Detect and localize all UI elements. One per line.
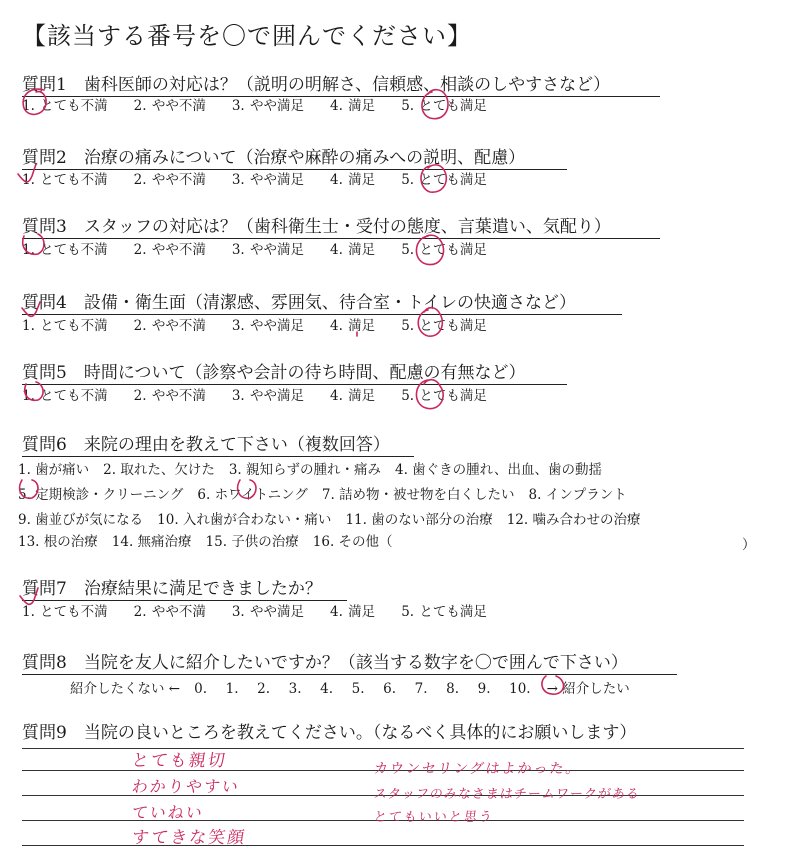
q8-option-9[interactable]: 9. (477, 681, 491, 697)
question-2-options (22, 168, 513, 188)
q2-option-5[interactable]: 5. とても満足 (401, 172, 487, 188)
q5-option-4[interactable]: 4. 満足 (330, 388, 376, 404)
q8-right-label: → 紹介したい (546, 681, 630, 697)
q8-option-0[interactable]: 0. (194, 681, 207, 697)
q3-option-3[interactable]: 3. やや満足 (231, 242, 305, 258)
page-title: 【該当する番号を〇で囲んでください】 (22, 22, 472, 50)
q6-option-10[interactable]: 10. 入れ歯が合わない・痛い (157, 512, 332, 528)
q2-option-4[interactable]: 4. 満足 (330, 172, 376, 188)
q4-option-4[interactable]: 4. 満足 (330, 318, 376, 334)
question-3-options (22, 238, 513, 258)
handwriting-right-2: スタッフのみなさまはチームワークがある (372, 787, 641, 802)
q6-line-4 (18, 530, 407, 550)
writing-line (22, 748, 744, 749)
q6-option-15[interactable]: 15. 子供の治療 (205, 534, 299, 550)
handwriting-line-4: すてきな笑顔 (130, 828, 248, 848)
q6-option-6[interactable]: 6. ホワイトニング (197, 487, 308, 503)
question-8-label: 質問8 当院を友人に紹介したいですか？（該当する数字を〇で囲んで下さい） (22, 648, 677, 675)
q2-option-2[interactable]: 2. やや不満 (133, 172, 206, 188)
q1-option-1[interactable]: 1. とても不満 (22, 98, 108, 114)
question-5-label: 質問5 時間について（診察や会計の待ち時間、配慮の有無など） (22, 358, 567, 385)
q3-option-5[interactable]: 5. とても満足 (401, 242, 487, 258)
q2-option-1[interactable]: 1. とても不満 (22, 172, 108, 188)
question-1-options (22, 94, 513, 114)
q3-option-2[interactable]: 2. やや不満 (133, 242, 206, 258)
q7-option-1[interactable]: 1. とても不満 (22, 604, 108, 620)
q6-option-8[interactable]: 8. インプラント (528, 487, 627, 503)
q8-option-8[interactable]: 8. (446, 681, 459, 697)
handwriting-line-1: とても親切 (130, 751, 229, 771)
q8-scale (70, 677, 630, 697)
q6-option-2[interactable]: 2. 取れた、欠けた (103, 462, 215, 478)
q1-option-2[interactable]: 2. やや不満 (133, 98, 206, 114)
q6-option-4[interactable]: 4. 歯ぐきの腫れ、出血、歯の動揺 (395, 462, 602, 478)
q6-option-12[interactable]: 12. 噛み合わせの治療 (506, 512, 641, 528)
q8-option-4[interactable]: 4. (320, 681, 333, 697)
q5-option-1[interactable]: 1. とても不満 (22, 388, 108, 404)
question-6-label: 質問6 来院の理由を教えて下さい（複数回答） (22, 430, 414, 457)
q6-option-7[interactable]: 7. 詰め物・被せ物を白くしたい (321, 487, 515, 503)
q6-option-3[interactable]: 3. 親知らずの腫れ・痛み (228, 462, 382, 478)
handwriting-line-3: ていねい (130, 803, 206, 822)
q8-option-7[interactable]: 7. (414, 681, 428, 697)
q1-option-5[interactable]: 5. とても満足 (401, 98, 487, 114)
q3-option-1[interactable]: 1. とても不満 (22, 242, 108, 258)
q6-option-5[interactable]: 5. 定期検診・クリーニング (18, 487, 184, 503)
q6-other-close: ） (742, 537, 756, 553)
q5-option-5[interactable]: 5. とても満足 (401, 388, 487, 404)
q4-option-2[interactable]: 2. やや不満 (133, 318, 206, 334)
q7-option-5[interactable]: 5. とても満足 (401, 604, 487, 620)
q3-option-4[interactable]: 4. 満足 (330, 242, 376, 258)
q1-option-4[interactable]: 4. 満足 (330, 98, 376, 114)
q6-option-13[interactable]: 13. 根の治療 (18, 534, 98, 550)
q4-option-3[interactable]: 3. やや満足 (231, 318, 305, 334)
q8-option-3[interactable]: 3. (288, 681, 302, 697)
question-9-label: 質問9 当院の良いところを教えてください。（なるべく具体的にお願いします） (22, 723, 637, 743)
q7-option-2[interactable]: 2. やや不満 (133, 604, 206, 620)
q5-option-3[interactable]: 3. やや満足 (231, 388, 305, 404)
q6-option-1[interactable]: 1. 歯が痛い (18, 462, 90, 478)
q6-option-14[interactable]: 14. 無痛治療 (111, 534, 192, 550)
question-2-label: 質問2 治療の痛みについて（治療や麻酔の痛みへの説明、配慮） (22, 143, 567, 170)
q6-option-11[interactable]: 11. 歯のない部分の治療 (345, 512, 493, 528)
question-3-label: 質問3 スタッフの対応は？（歯科衛生士・受付の態度、言葉遣い、気配り） (22, 212, 660, 239)
question-5-options (22, 384, 513, 404)
q8-option-2[interactable]: 2. (257, 681, 270, 697)
q6-option-9[interactable]: 9. 歯並びが気になる (18, 512, 144, 528)
q6-option-16[interactable]: 16. その他（ (312, 534, 393, 550)
q5-option-2[interactable]: 2. やや不満 (133, 388, 206, 404)
q8-option-5[interactable]: 5. (351, 681, 365, 697)
question-4-label: 質問4 設備・衛生面（清潔感、雰囲気、待合室・トイレの快適さなど） (22, 288, 622, 315)
question-7-label: 質問7 治療結果に満足できましたか？ (22, 574, 347, 601)
q8-left-label: 紹介したくない ← (70, 681, 181, 697)
q4-option-5[interactable]: 5. とても満足 (401, 318, 487, 334)
question-7-options (22, 600, 513, 620)
question-1-label: 質問1 歯科医師の対応は？（説明の明解さ、信頼感、相談のしやすさなど） (22, 70, 660, 97)
q8-option-10[interactable]: 10. (509, 681, 531, 697)
handwriting-right-1: カウンセリングはよかった。 (372, 761, 583, 777)
handwriting-right-3: とてもいいと思う (372, 810, 495, 825)
q2-option-3[interactable]: 3. やや満足 (231, 172, 305, 188)
handwriting-line-2: わかりやすい (130, 777, 242, 796)
q1-option-3[interactable]: 3. やや満足 (231, 98, 305, 114)
q7-option-4[interactable]: 4. 満足 (330, 604, 376, 620)
q7-option-3[interactable]: 3. やや満足 (231, 604, 305, 620)
q4-option-1[interactable]: 1. とても不満 (22, 318, 108, 334)
q6-line-1 (18, 458, 616, 478)
question-4-options (22, 314, 513, 334)
q6-line-2 (18, 483, 641, 503)
q8-option-1[interactable]: 1. (225, 681, 239, 697)
q6-line-3 (18, 508, 654, 528)
q8-option-6[interactable]: 6. (383, 681, 396, 697)
